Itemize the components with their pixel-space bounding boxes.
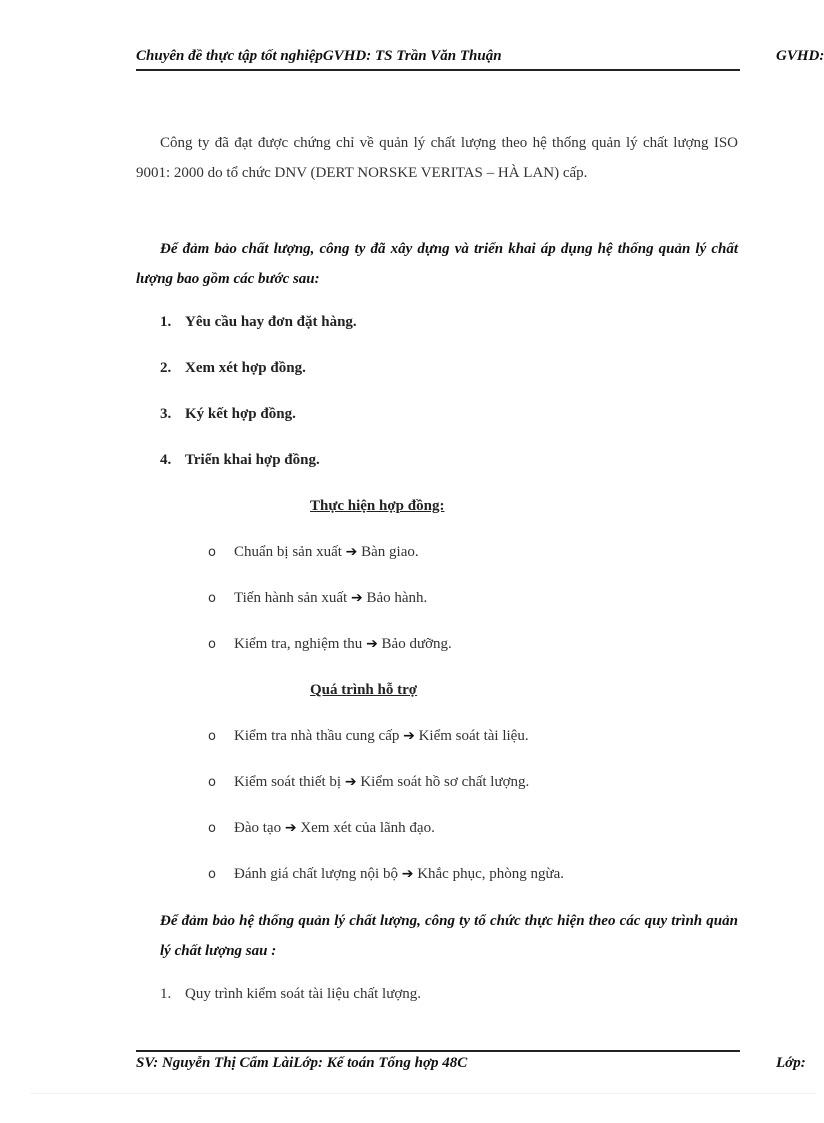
step-item [160,314,357,331]
bullet-left-text: Chuẩn bị sản xuất [234,544,342,560]
arrow-right-icon: ➔ [366,636,378,652]
step-number: 3. [160,406,172,422]
bullet-marker: o [208,545,216,560]
arrow-right-icon: ➔ [350,590,363,606]
bullet-marker: o [208,775,216,790]
footer-student: SV: Nguyễn Thị Cẩm LàiLớp: Kế toán Tổng hợp 48C [136,1055,468,1071]
bullet-right-text: Bảo dưỡng. [381,636,452,652]
arrow-right-icon: ➔ [403,728,415,744]
bullet-marker: o [208,729,216,744]
bullet-left-text: Đánh giá chất lượng nội bộ [234,866,398,882]
quality-paragraph: Để đảm bảo chất lượng, công ty đã xây dựng và triển khai áp dụng hệ thống quản lý chất lượng bao gồm các bước sau: [136,241,738,287]
bullet-item [208,636,452,653]
step-item [160,406,296,423]
step-text: Yêu cầu hay đơn đặt hàng. [185,314,357,330]
arrow-right-icon: ➔ [401,866,414,882]
bullet-right-text: Bàn giao. [361,544,419,560]
bullet-left-text: Kiểm tra, nghiệm thu [234,636,363,652]
bullet-item [208,728,529,745]
bullet-left-text: Kiểm tra nhà thầu cung cấp [234,728,400,744]
header-right-label: GVHD: [776,48,824,64]
footer-right-label: Lớp: [776,1055,806,1071]
bullet-right-text: Xem xét của lãnh đạo. [300,820,435,836]
support-section-title: Quá trình hỗ trợ [310,682,418,698]
bullet-marker: o [208,637,216,652]
footer-rule [136,1050,740,1052]
bullet-left-text: Tiến hành sản xuất [234,590,348,606]
header-title: Chuyên đề thực tập tốt nghiệpGVHD: TS Trần Văn Thuận [136,48,502,64]
bullet-marker: o [208,591,216,606]
arrow-right-icon: ➔ [345,544,358,560]
bullet-left-text: Đào tạo [234,820,282,836]
step-text: Xem xét hợp đồng. [185,360,306,376]
bullet-item [208,774,529,791]
bullet-item [208,544,419,561]
step-text: Ký kết hợp đồng. [185,406,296,422]
bullet-marker: o [208,867,216,882]
bullet-left-text: Kiểm soát thiết bị [234,774,342,790]
bullet-item [208,820,435,837]
bullet-item [208,866,564,883]
contract-section-title: Thực hiện hợp đồng: [310,498,445,514]
bullet-right-text: Bảo hành. [366,590,428,606]
bullet-item [208,590,427,607]
bullet-right-text: Kiểm soát hồ sơ chất lượng. [360,774,530,790]
step-number: 2. [160,360,172,376]
header-rule [136,69,740,71]
page-bottom-edge [30,1093,816,1094]
step-number: 1. [160,314,172,330]
arrow-right-icon: ➔ [284,820,297,836]
step-item [160,360,306,377]
step-number: 4. [160,452,172,468]
intro-paragraph: Công ty đã đạt được chứng chỉ về quản lý chất lượng theo hệ thống quản lý chất lượng ISO 9001: 2000 do tổ chức DNV (DERT NORSKE VERITAS – HÀ LAN) cấp. [136,135,738,181]
arrow-right-icon: ➔ [344,774,357,790]
system-paragraph: Để đảm bảo hệ thống quản lý chất lượng, công ty tổ chức thực hiện theo các quy trình quản lý chất lượng sau : [160,913,738,959]
procedure-text: Quy trình kiểm soát tài liệu chất lượng. [185,986,422,1002]
bullet-right-text: Khắc phục, phòng ngừa. [417,866,565,882]
procedure-number: 1. [160,986,172,1002]
bullet-right-text: Kiểm soát tài liệu. [418,728,529,744]
step-text: Triển khai hợp đồng. [185,452,320,468]
step-item [160,452,320,469]
procedure-item [160,986,421,1003]
bullet-marker: o [208,821,216,836]
